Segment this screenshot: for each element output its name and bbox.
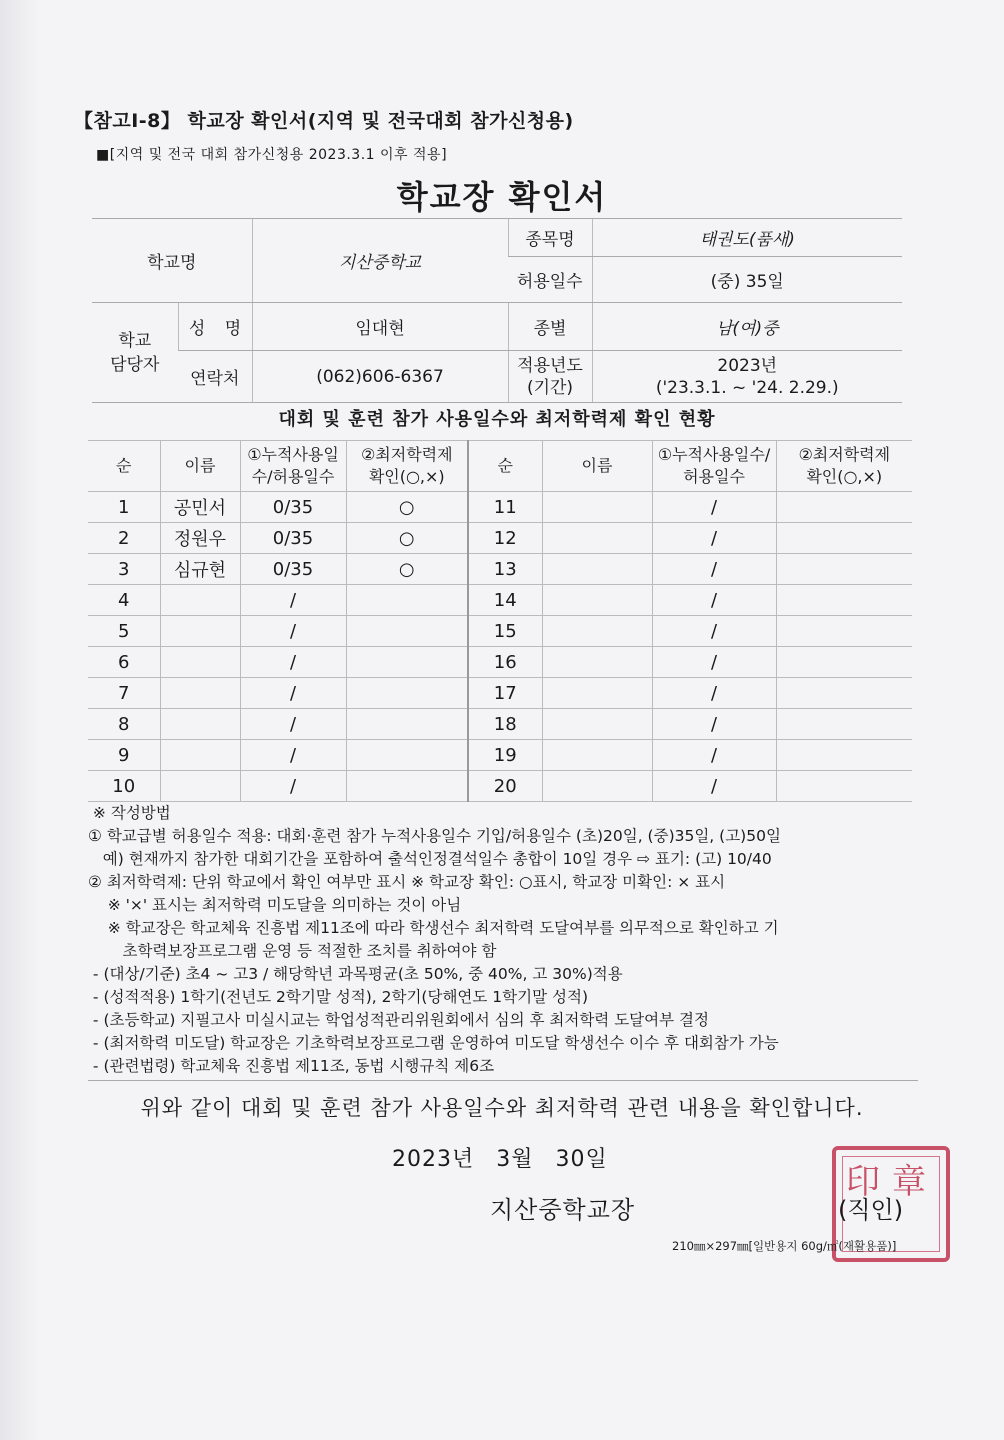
instruction-line: ※ '×' 표시는 최저학력 미도달을 의미하는 것이 아님 (88, 896, 462, 914)
days-used: 0/35 (240, 554, 346, 585)
table-row (88, 771, 912, 802)
header-no-right: 순 (468, 441, 542, 492)
header-no-left: 순 (88, 441, 160, 492)
student-name (160, 678, 240, 709)
min-academic-check: ○ (346, 523, 468, 554)
table-row (88, 678, 912, 709)
days-used: 0/35 (240, 492, 346, 523)
section-title: 대회 및 훈련 참가 사용일수와 최저학력제 확인 현황 (278, 409, 716, 430)
seal-label: (직인) (838, 1196, 904, 1224)
table-row (88, 709, 912, 740)
student-name (542, 740, 652, 771)
student-name (160, 616, 240, 647)
row-number: 11 (468, 492, 542, 523)
instruction-line: - (대상/기준) 초4 ~ 고3 / 해당학년 과목평균(초 50%, 중 40%, 고 30%)적용 (88, 965, 623, 983)
days-used: 0/35 (240, 523, 346, 554)
student-name (160, 709, 240, 740)
school-info-table (92, 218, 902, 403)
header-name-left: 이름 (160, 441, 240, 492)
row-number: 17 (468, 678, 542, 709)
days-used: / (240, 678, 346, 709)
table-row (88, 523, 912, 554)
allowed-days-value: (중) 35일 (592, 257, 902, 303)
table-row (88, 740, 912, 771)
row-number: 8 (88, 709, 160, 740)
seal-mark-icon: 章 (892, 1162, 926, 1202)
row-number: 13 (468, 554, 542, 585)
row-number: 16 (468, 647, 542, 678)
min-academic-check (776, 771, 912, 802)
instruction-line: ① 학교급별 허용일수 적용: 대회·훈련 참가 누적사용일수 기입/허용일수 (초)20일, (중)35일, (고)50일 (88, 827, 781, 845)
manager-label: 학교 담당자 (92, 303, 178, 403)
min-academic-check (776, 554, 912, 585)
gender-value: 남(여)중 (592, 303, 902, 351)
row-number: 6 (88, 647, 160, 678)
student-name (542, 771, 652, 802)
student-name (542, 647, 652, 678)
manager-name-label: 성 명 (178, 303, 252, 351)
student-name (160, 647, 240, 678)
reference-title: 【참고Ⅰ-8】 학교장 확인서(지역 및 전국대회 참가신청용) (74, 110, 574, 132)
row-number: 7 (88, 678, 160, 709)
min-academic-check (776, 740, 912, 771)
gender-label: 종별 (508, 303, 592, 351)
days-used: / (652, 523, 776, 554)
header-min-right: ②최저학력제 확인(○,×) (776, 441, 912, 492)
min-academic-check: ○ (346, 492, 468, 523)
student-name (542, 616, 652, 647)
instruction-line: - (성적적용) 1학기(전년도 2학기말 성적), 2학기(당해연도 1학기말 성적) (88, 988, 588, 1006)
days-used: / (652, 492, 776, 523)
min-academic-check (346, 647, 468, 678)
row-number: 10 (88, 771, 160, 802)
instruction-line: 예) 현재까지 참가한 대회기간을 포함하여 출석인정결석일수 총합이 10일 경우 ⇨ 표기: (고) 10/40 (88, 850, 772, 868)
period-year: 2023년 (717, 355, 778, 376)
participant-rows (88, 492, 912, 802)
header-days-left: ①누적사용일 수/허용일수 (240, 441, 346, 492)
divider (88, 1080, 918, 1081)
min-academic-check (776, 585, 912, 616)
instruction-line: ※ 학교장은 학교체육 진흥법 제11조에 따라 학생선수 최저학력 도달여부를 의무적으로 확인하고 기 (88, 919, 779, 937)
days-used: / (652, 616, 776, 647)
days-used: / (652, 709, 776, 740)
instructions (88, 802, 918, 1078)
seal-mark-icon: 印 (846, 1162, 880, 1202)
student-name (542, 554, 652, 585)
instruction-line: - (최저학력 미도달) 학교장은 기초학력보장프로그램 운영하여 미도달 학생선수 이수 후 대회참가 가능 (88, 1034, 779, 1052)
student-name (160, 585, 240, 616)
event-value: 태권도(품새) (592, 219, 902, 257)
min-academic-check (346, 585, 468, 616)
min-academic-check (776, 523, 912, 554)
row-number: 3 (88, 554, 160, 585)
confirmation-text: 위와 같이 대회 및 훈련 참가 사용일수와 최저학력 관련 내용을 확인합니다. (140, 1096, 864, 1120)
allowed-days-label: 허용일수 (508, 257, 592, 303)
row-number: 15 (468, 616, 542, 647)
min-academic-check (346, 771, 468, 802)
days-used: / (652, 740, 776, 771)
min-academic-check (776, 616, 912, 647)
period-range: ('23.3.1. ~ '24. 2.29.) (655, 377, 839, 398)
days-used: / (240, 647, 346, 678)
row-number: 20 (468, 771, 542, 802)
instruction-line: - (관련법령) 학교체육 진흥법 제11조, 동법 시행규칙 제6조 (88, 1057, 495, 1075)
min-academic-check (776, 492, 912, 523)
row-number: 1 (88, 492, 160, 523)
student-name: 심규현 (160, 554, 240, 585)
days-used: / (652, 771, 776, 802)
student-name (542, 523, 652, 554)
table-row (88, 554, 912, 585)
student-name (160, 771, 240, 802)
student-name (542, 678, 652, 709)
min-academic-check (346, 709, 468, 740)
row-number: 12 (468, 523, 542, 554)
row-number: 14 (468, 585, 542, 616)
days-used: / (240, 585, 346, 616)
student-name (160, 740, 240, 771)
min-academic-check (346, 740, 468, 771)
school-name-value: 지산중학교 (252, 219, 508, 303)
row-number: 5 (88, 616, 160, 647)
min-academic-check (776, 709, 912, 740)
manager-name-value: 임대현 (252, 303, 508, 351)
days-used: / (240, 709, 346, 740)
table-row (88, 492, 912, 523)
header-days-right: ①누적사용일수/ 허용일수 (652, 441, 776, 492)
paper-spec: 210㎜×297㎜[일반용지 60g/㎡(재활용품)] (672, 1239, 897, 1253)
days-used: / (240, 771, 346, 802)
table-row (88, 647, 912, 678)
school-name-label: 학교명 (92, 219, 252, 303)
row-number: 18 (468, 709, 542, 740)
row-number: 2 (88, 523, 160, 554)
table-row (88, 616, 912, 647)
header-name-right: 이름 (542, 441, 652, 492)
days-used: / (240, 616, 346, 647)
instruction-line: ② 최저학력제: 단위 학교에서 확인 여부만 표시 ※ 학교장 확인: ○표시, 학교장 미확인: × 표시 (88, 873, 726, 891)
min-academic-check (776, 647, 912, 678)
student-name: 공민서 (160, 492, 240, 523)
days-used: / (652, 678, 776, 709)
event-label: 종목명 (508, 219, 592, 257)
row-number: 4 (88, 585, 160, 616)
min-academic-check (776, 678, 912, 709)
days-used: / (652, 554, 776, 585)
participant-table (88, 440, 912, 802)
min-academic-check (346, 678, 468, 709)
student-name: 정원우 (160, 523, 240, 554)
issue-date: 2023년 3월 30일 (392, 1147, 608, 1172)
reference-subtitle: ■[지역 및 전국 대회 참가신청용 2023.3.1 이후 적용] (96, 147, 448, 163)
header-min-left: ②최저학력제 확인(○,×) (346, 441, 468, 492)
student-name (542, 585, 652, 616)
days-used: / (652, 647, 776, 678)
days-used: / (240, 740, 346, 771)
days-used: / (652, 585, 776, 616)
contact-value: (062)606-6367 (252, 351, 508, 403)
table-row (88, 585, 912, 616)
document-title: 학교장 확인서 (396, 178, 608, 216)
min-academic-check (346, 616, 468, 647)
instruction-line: ※ 작성방법 (88, 804, 171, 822)
min-academic-check: ○ (346, 554, 468, 585)
row-number: 9 (88, 740, 160, 771)
contact-label: 연락처 (178, 351, 252, 403)
instruction-line: - (초등학교) 지필고사 미실시교는 학업성적관리위원회에서 심의 후 최저학력 도달여부 결정 (88, 1011, 709, 1029)
principal-title: 지산중학교장 (490, 1196, 636, 1224)
period-cell (592, 351, 902, 403)
student-name (542, 492, 652, 523)
student-name (542, 709, 652, 740)
instruction-line: 초학력보장프로그램 운영 등 적절한 조치를 취하여야 함 (88, 942, 497, 960)
period-label: 적용년도 (기간) (508, 351, 592, 403)
row-number: 19 (468, 740, 542, 771)
